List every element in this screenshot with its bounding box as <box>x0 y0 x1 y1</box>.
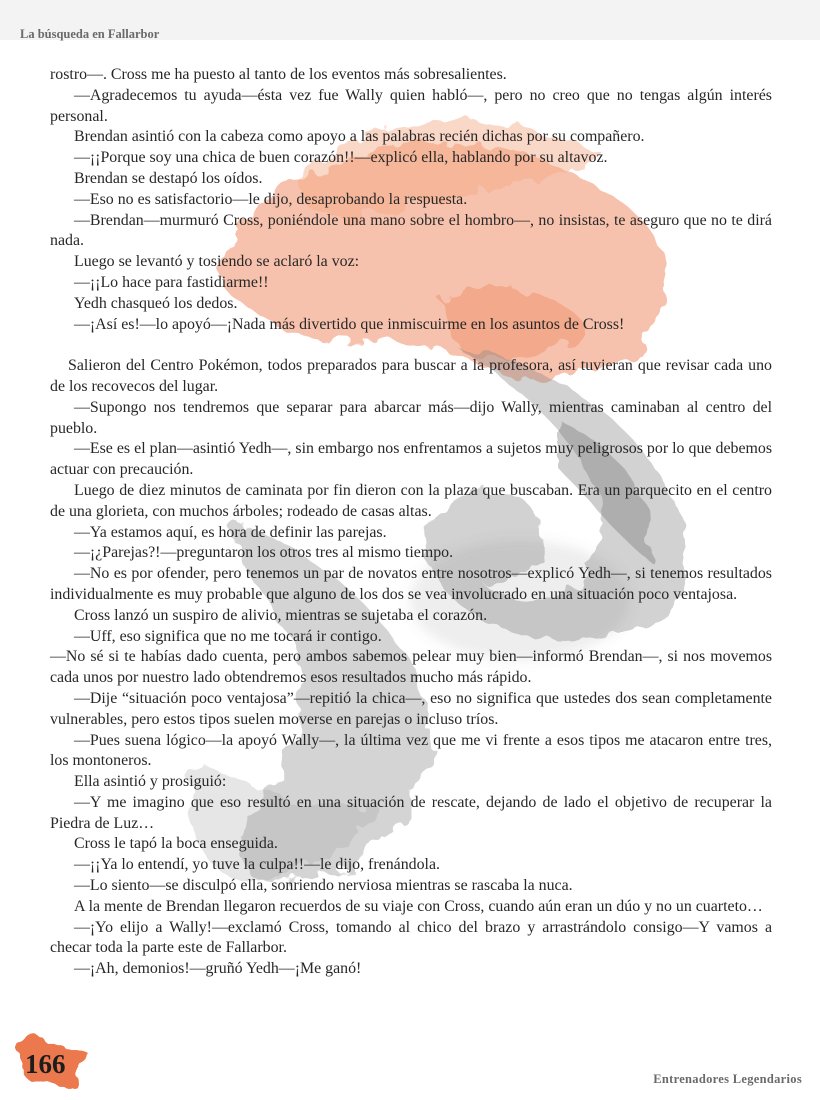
page-number: 166 <box>25 1049 66 1079</box>
body-text <box>50 65 772 980</box>
paragraph: Brendan se destapó los oídos. <box>74 169 263 187</box>
paragraph: Luego de diez minutos de caminata por fin dieron con la plaza que buscaban. Era un parquecito en el centro de una glorieta, con muchos árboles; rodeado de casas altas. <box>50 481 772 520</box>
paragraph: Cross le tapó la boca enseguida. <box>74 835 278 853</box>
paragraph: —Eso no es satisfactorio—le dijo, desaprobando la respuesta. <box>74 190 468 208</box>
running-head-title: La búsqueda en Fallarbor <box>20 27 160 41</box>
paragraph: —Dije “situación poco ventajosa”—repitió la chica—, eso no significa que ustedes dos sean completamente vulnerables, pero estos tipos suelen moverse en parejas o incluso tríos. <box>50 689 772 728</box>
paragraph: —Lo siento—se disculpó ella, sonriendo nerviosa mientras se rascaba la nuca. <box>74 877 573 895</box>
paragraph: —¡Ah, demonios!—gruñó Yedh—¡Me ganó! <box>74 960 362 978</box>
paragraph: Ella asintió y prosiguió: <box>74 773 227 791</box>
paragraph: —Y me imagino que eso resultó en una situación de rescate, dejando de lado el objetivo de recuperar la Piedra de Luz… <box>50 793 772 832</box>
paragraph: —No es por ofender, pero tenemos un par de novatos entre nosotros—explicó Yedh—, si tenemos resultados individualmente es muy probable que alguno de los dos se vea involucrado en una situación poco ventajosa. <box>50 565 772 603</box>
paragraph: Yedh chasqueó los dedos. <box>74 294 238 312</box>
paragraph: A la mente de Brendan llegaron recuerdos de su viaje con Cross, cuando aún eran un dúo y no un cuarteto… <box>74 897 763 915</box>
paragraph: Salieron del Centro Pokémon, todos preparados para buscar a la profesora, así tuvieran que revisar cada uno de los recovecos del lugar. <box>50 357 772 395</box>
paragraph: —Pues suena lógico—la apoyó Wally—, la última vez que me vi frente a esos tipos me atacaron entre tres, los montoneros. <box>50 731 772 770</box>
paragraph: —Brendan—murmuró Cross, poniéndole una mano sobre el hombro—, no insistas, te aseguro que no te dirá nada. <box>50 211 772 250</box>
paragraph: —¡¡Lo hace para fastidiarme!! <box>74 273 269 291</box>
paragraph: —¡¡Ya lo entendí, yo tuve la culpa!!—le dijo, frenándola. <box>74 856 440 874</box>
paragraph: rostro—. Cross me ha puesto al tanto de los eventos más sobresalientes. <box>50 66 507 83</box>
paragraph: Brendan asintió con la cabeza como apoyo a las palabras recién dichas por su compañero. <box>74 128 645 146</box>
paragraph: —¡Yo elijo a Wally!—exclamó Cross, tomando al chico del brazo y arrastrándolo consigo—Y vamos a checar toda la parte este de Fallarbor. <box>50 918 772 957</box>
paragraph: —Agradecemos tu ayuda—ésta vez fue Wally quien habló—, pero no creo que no tengas algún interés personal. <box>50 86 772 125</box>
paragraph: —¡¿Parejas?!—preguntaron los otros tres al mismo tiempo. <box>74 544 454 562</box>
paragraph: Luego se levantó y tosiendo se aclaró la voz: <box>74 253 360 271</box>
paragraph: —¡¡Porque soy una chica de buen corazón!!—explicó ella, hablando por su altavoz. <box>74 149 608 167</box>
paragraph: —Uff, eso significa que no me tocará ir contigo. <box>74 627 382 645</box>
paragraph: —Supongo nos tendremos que separar para abarcar más—dijo Wally, mientras caminaban al centro del pueblo. <box>50 398 772 437</box>
paragraph: —No sé si te habías dado cuenta, pero ambos sabemos pelear muy bien—informó Brendan—, si nos movemos cada unos por nuestro lado obtendremos esos resultados mucho más rápido. <box>50 648 772 687</box>
paragraph: —Ya estamos aquí, es hora de definir las parejas. <box>74 523 387 541</box>
paragraph: —¡Así es!—lo apoyó—¡Nada más divertido que inmiscuirme en los asuntos de Cross! <box>74 315 625 333</box>
paragraph: —Ese es el plan—asintió Yedh—, sin embargo nos enfrentamos a sujetos muy peligrosos por lo que debemos actuar con precaución. <box>50 440 772 479</box>
footer-book-title: Entrenadores Legendarios <box>653 1072 802 1086</box>
paragraph: Cross lanzó un suspiro de alivio, mientras se sujetaba el corazón. <box>74 606 488 624</box>
